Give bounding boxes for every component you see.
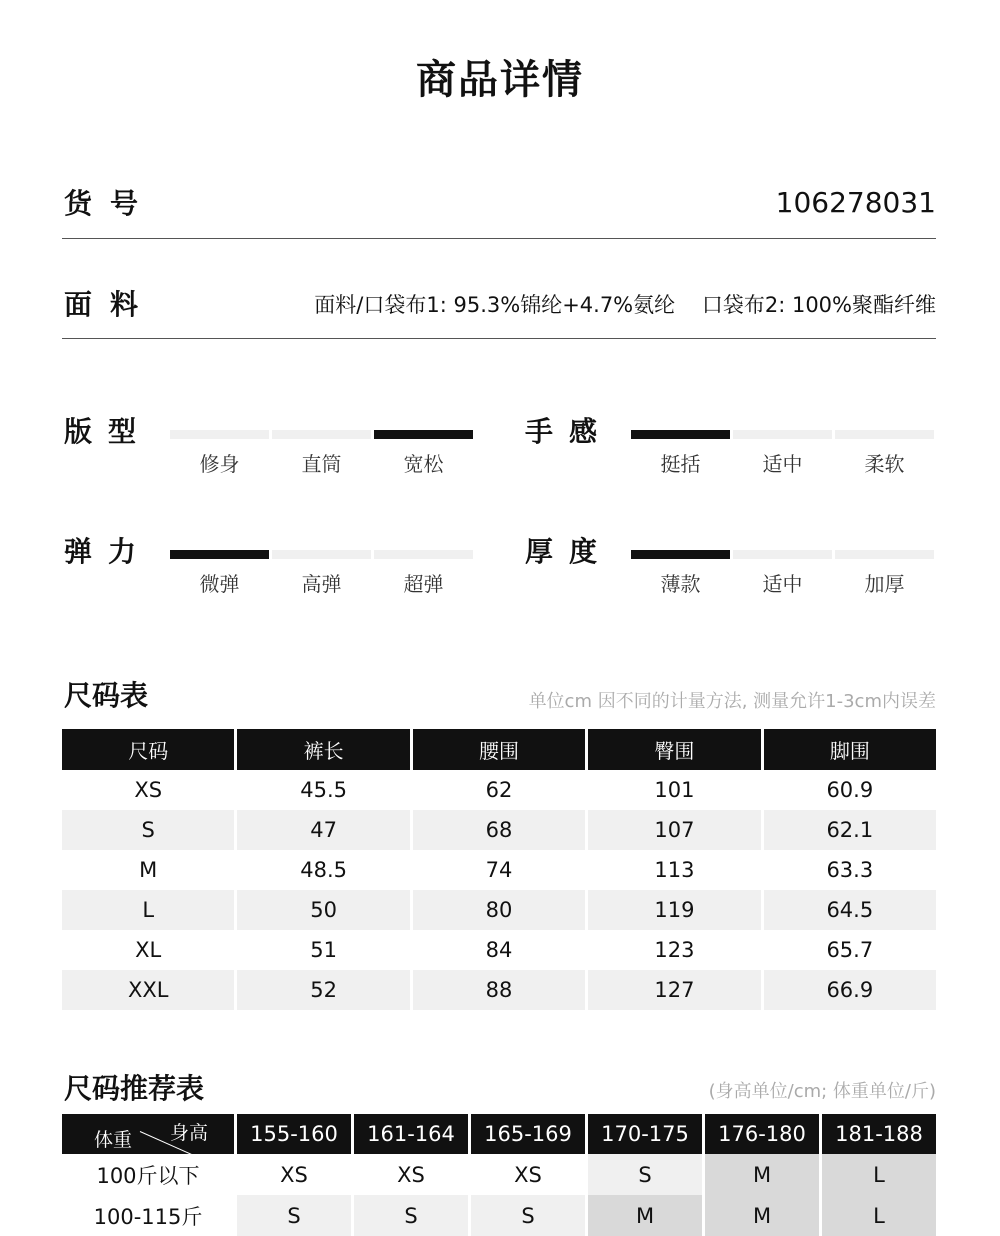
weight-cell: 100斤以下	[96, 1163, 200, 1188]
table-cell: 119	[588, 890, 760, 930]
stretch-option-label: 微弹	[199, 572, 240, 596]
hand-feel-scale-segment	[631, 430, 730, 439]
table-cell: 48.5	[300, 858, 347, 882]
size-cell: M	[705, 1154, 819, 1195]
table-cell: XS	[134, 778, 163, 802]
fit-option-label: 宽松	[403, 452, 444, 476]
hand-feel-label: 手感	[525, 415, 614, 448]
table-row	[62, 810, 936, 850]
size-cell: L	[822, 1195, 936, 1236]
thickness-attribute	[523, 530, 935, 610]
table-row	[62, 770, 936, 810]
size-cell: L	[822, 1154, 936, 1195]
thickness-option-label: 加厚	[864, 572, 905, 596]
corner-cell	[62, 1114, 234, 1154]
size-cell: S	[471, 1195, 585, 1236]
stretch-scale-segment	[170, 550, 269, 559]
thickness-scale-segment	[631, 550, 730, 559]
table-row	[62, 970, 936, 1010]
thickness-option-label: 薄款	[660, 572, 701, 596]
stretch-scale-segment	[272, 550, 371, 559]
stretch-option-label: 超弹	[403, 572, 444, 596]
table-cell: 127	[588, 970, 760, 1010]
stretch-label: 弹力	[64, 535, 153, 568]
fit-label: 版型	[64, 415, 153, 448]
thickness-label: 厚度	[525, 535, 614, 568]
fit-option-label: 直筒	[301, 452, 342, 476]
table-cell: 68	[413, 810, 585, 850]
recommend-title: 尺码推荐表	[64, 1072, 205, 1105]
table-cell: 51	[310, 938, 337, 962]
size-chart-table	[62, 729, 936, 1010]
header-cell: 臀围	[588, 729, 760, 770]
table-cell: 65.7	[826, 938, 874, 962]
table-cell: L	[62, 890, 234, 930]
sku-row	[62, 160, 936, 239]
size-chart-note: 单位cm 因不同的计量方法, 测量允许1-3cm内误差	[528, 691, 936, 712]
fabric-label: 面料	[64, 288, 157, 321]
table-cell: 64.5	[764, 890, 936, 930]
height-header-cell: 165-169	[471, 1114, 585, 1154]
stretch-attribute	[62, 530, 474, 610]
fit-scale-segment	[272, 430, 371, 439]
table-cell: 47	[237, 810, 409, 850]
size-cell: XS	[280, 1162, 308, 1187]
thickness-scale-segment	[733, 550, 832, 559]
height-header-cell: 176-180	[705, 1114, 819, 1154]
corner-weight-label: 体重	[94, 1129, 133, 1151]
thickness-option-label: 适中	[762, 572, 803, 596]
table-cell: 84	[485, 938, 513, 962]
size-cell: M	[705, 1195, 819, 1236]
table-cell: 88	[413, 970, 585, 1010]
size-chart-header	[62, 729, 936, 770]
header-cell: 腰围	[413, 729, 585, 770]
sku-label: 货号	[64, 187, 157, 220]
table-row	[62, 1195, 936, 1236]
hand-feel-option-label: 适中	[762, 452, 803, 476]
fit-scale-segment	[374, 430, 473, 439]
height-header-cell: 181-188	[822, 1114, 936, 1154]
table-cell: 63.3	[826, 858, 874, 882]
thickness-scale-segment	[835, 550, 934, 559]
size-cell: S	[354, 1195, 468, 1236]
table-cell: 80	[413, 890, 585, 930]
size-cell: S	[237, 1195, 351, 1236]
page-title: 商品详情	[416, 57, 584, 103]
recommend-header	[62, 1114, 936, 1154]
table-cell: 66.9	[764, 970, 936, 1010]
height-header-cell: 170-175	[588, 1114, 702, 1154]
table-cell: 45.5	[300, 778, 347, 802]
fabric-row	[62, 239, 936, 339]
table-cell: XXL	[62, 970, 234, 1010]
recommend-note: (身高单位/cm; 体重单位/斤)	[708, 1081, 936, 1102]
hand-feel-scale-segment	[835, 430, 934, 439]
table-row	[62, 890, 936, 930]
fabric-value: 面料/口袋布1: 95.3%锦纶+4.7%氨纶 口袋布2: 100%聚酯纤维	[314, 293, 936, 317]
table-row	[62, 850, 936, 890]
hand-feel-option-label: 挺括	[660, 452, 701, 476]
table-row	[62, 1154, 936, 1195]
table-cell: 62	[485, 778, 513, 802]
hand-feel-option-label: 柔软	[864, 452, 905, 476]
height-header-cell: 155-160	[237, 1114, 351, 1154]
fit-attribute	[62, 410, 474, 490]
hand-feel-attribute	[523, 410, 935, 490]
recommend-table	[62, 1114, 936, 1236]
height-header-cell: 161-164	[354, 1114, 468, 1154]
corner-height-label: 身高	[169, 1122, 208, 1144]
size-chart-title: 尺码表	[64, 679, 149, 712]
table-cell: 123	[654, 938, 695, 962]
table-cell: 52	[237, 970, 409, 1010]
table-cell: 113	[654, 858, 695, 882]
table-row	[62, 930, 936, 970]
stretch-option-label: 高弹	[301, 572, 342, 596]
table-cell: XL	[135, 938, 162, 962]
fit-option-label: 修身	[199, 452, 240, 476]
table-cell: 107	[588, 810, 760, 850]
fit-scale-segment	[170, 430, 269, 439]
size-cell: M	[588, 1195, 702, 1236]
table-cell: 74	[485, 858, 513, 882]
hand-feel-scale-segment	[733, 430, 832, 439]
size-cell: XS	[514, 1162, 542, 1187]
table-cell: S	[62, 810, 234, 850]
header-cell: 裤长	[237, 729, 409, 770]
table-cell: 62.1	[764, 810, 936, 850]
sku-value: 106278031	[775, 186, 936, 219]
table-cell: 50	[237, 890, 409, 930]
weight-cell: 100-115斤	[93, 1204, 203, 1229]
header-cell: 脚围	[764, 729, 936, 770]
size-cell: S	[588, 1154, 702, 1195]
size-cell: XS	[397, 1162, 425, 1187]
table-cell: M	[139, 858, 158, 882]
stretch-scale-segment	[374, 550, 473, 559]
table-cell: 60.9	[826, 778, 874, 802]
table-cell: 101	[654, 778, 695, 802]
header-cell: 尺码	[62, 729, 234, 770]
